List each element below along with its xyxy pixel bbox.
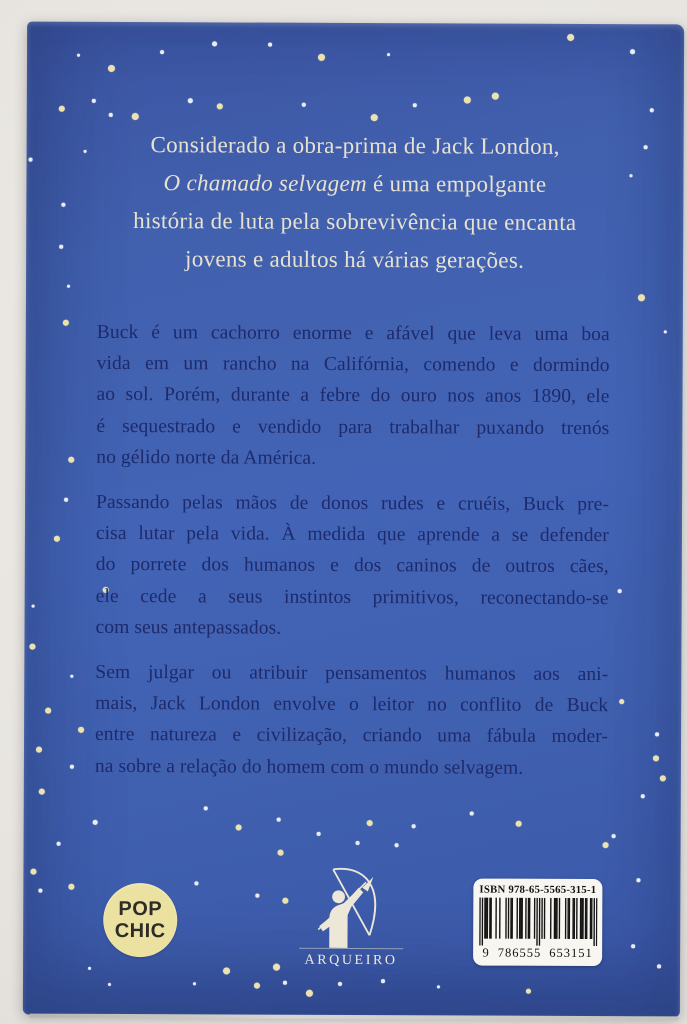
star-dot: [67, 284, 70, 287]
synopsis-paragraph: Passando pelas mãos de donos rudes e cruéis, Buck pre- cisa lutar pela vida. À medida que aprende a se defender do porrete dos humanos e dos caninos de outros cães, ele cede a seus instintos primitivos, reconectando-se com seus antepassados.: [95, 491, 610, 639]
barcode-digit-group: 786555: [497, 945, 542, 960]
star-dot: [370, 114, 377, 121]
star-dot: [273, 963, 280, 970]
star-dot: [277, 818, 281, 822]
star-dot: [204, 806, 208, 810]
star-dot: [650, 108, 654, 112]
star-dot: [630, 49, 635, 54]
headline-line: Considerado a obra-prima de Jack London,: [150, 132, 560, 159]
popchic-badge-line2: CHIC: [114, 919, 166, 943]
star-dot: [59, 245, 63, 249]
star-dot: [603, 842, 609, 848]
star-dot: [194, 881, 198, 885]
star-dot: [395, 843, 399, 847]
star-dot: [254, 983, 260, 989]
star-dot: [636, 878, 640, 882]
barcode-digit-group: 653151: [549, 945, 593, 961]
star-dot: [653, 755, 659, 761]
star-dot: [491, 92, 498, 99]
star-dot: [436, 985, 439, 988]
star-dot: [88, 966, 91, 969]
star-dot: [516, 821, 522, 827]
star-dot: [660, 775, 666, 781]
star-dot: [70, 765, 74, 769]
headline-line: jovens e adultos há várias gerações.: [185, 246, 525, 273]
star-dot: [657, 964, 661, 968]
barcode-bars: [479, 898, 597, 947]
star-dot: [618, 589, 622, 593]
book-back-cover: [23, 22, 684, 1018]
star-dot: [107, 64, 114, 71]
star-dot: [255, 894, 259, 898]
star-dot: [77, 53, 80, 56]
star-dot: [192, 982, 195, 985]
star-dot: [212, 41, 217, 46]
publisher-logo: [291, 864, 411, 970]
star-dot: [318, 53, 325, 60]
star-dot: [637, 294, 644, 301]
barcode-label: [473, 879, 602, 967]
barcode-digits: [482, 946, 592, 961]
star-dot: [282, 898, 288, 904]
star-dot: [29, 644, 35, 650]
star-dot: [525, 988, 530, 993]
star-dot: [655, 732, 659, 736]
headline-line: história de luta pela sobrevivência que encanta: [133, 208, 577, 235]
star-dot: [57, 842, 61, 846]
star-dot: [92, 99, 96, 103]
star-dot: [64, 498, 68, 502]
popchic-badge: [103, 883, 177, 957]
star-dot: [463, 96, 470, 103]
headline-line: O chamado selvagem é uma empolgante: [163, 170, 547, 197]
star-dot: [278, 850, 284, 856]
star-dot: [305, 989, 312, 996]
star-dot: [107, 982, 110, 985]
star-dot: [68, 457, 74, 463]
star-dot: [387, 53, 390, 56]
star-dot: [68, 884, 74, 890]
star-dot: [36, 747, 42, 753]
headline: [64, 126, 646, 281]
star-dot: [612, 834, 616, 838]
star-dot: [317, 832, 321, 836]
star-dot: [338, 982, 342, 986]
star-dot: [54, 536, 60, 542]
star-dot: [70, 674, 73, 677]
star-dot: [30, 869, 36, 875]
star-dot: [236, 824, 242, 830]
star-dot: [356, 841, 360, 845]
star-dot: [413, 103, 417, 107]
synopsis: [95, 317, 610, 798]
barcode-digit-group: 9: [482, 945, 490, 960]
star-dot: [31, 604, 34, 607]
synopsis-paragraph: Sem julgar ou atribuir pensamentos humanos aos ani- mais, Jack London envolve o leitor no conflito de Buck entre natureza e civilização, criando uma fábula moder- na sobre a relação do homem com o mundo selvagem.: [94, 661, 609, 779]
star-dot: [160, 50, 164, 54]
publisher-name: ARQUEIRO: [304, 952, 398, 969]
star-dot: [59, 106, 65, 112]
star-dot: [631, 944, 635, 948]
star-dot: [109, 113, 113, 117]
star-dot: [38, 889, 42, 893]
star-dot: [187, 98, 192, 103]
star-dot: [131, 113, 138, 120]
publisher-rule: [299, 948, 403, 949]
star-dot: [39, 789, 45, 795]
star-dot: [45, 708, 51, 714]
star-dot: [217, 103, 223, 109]
popchic-badge-line1: POP: [118, 897, 163, 921]
star-dot: [223, 967, 230, 974]
star-dot: [367, 820, 373, 826]
isbn-text: ISBN 978-65-5565-315-1: [479, 883, 597, 897]
star-dot: [641, 794, 645, 798]
star-dot: [63, 320, 69, 326]
star-dot: [92, 819, 97, 824]
star-dot: [567, 33, 574, 40]
star-dot: [283, 981, 287, 985]
star-dot: [412, 824, 416, 828]
star-dot: [619, 699, 624, 704]
archer-with-bow-icon: [305, 864, 397, 948]
star-dot: [29, 158, 33, 162]
star-dot: [268, 43, 272, 47]
star-dot: [470, 812, 474, 816]
star-dot: [381, 979, 385, 983]
star-dot: [302, 103, 306, 107]
star-dot: [78, 727, 84, 733]
synopsis-paragraph: Buck é um cachorro enorme e afável que leva uma boa vida em um rancho na Califórnia, comendo e dormindo ao sol. Porém, durante a febre do ouro nos anos 1890, ele é sequestrado e vendido para trabalhar puxando trenós no gélido norte da América.: [96, 321, 610, 469]
star-dot: [663, 330, 666, 333]
